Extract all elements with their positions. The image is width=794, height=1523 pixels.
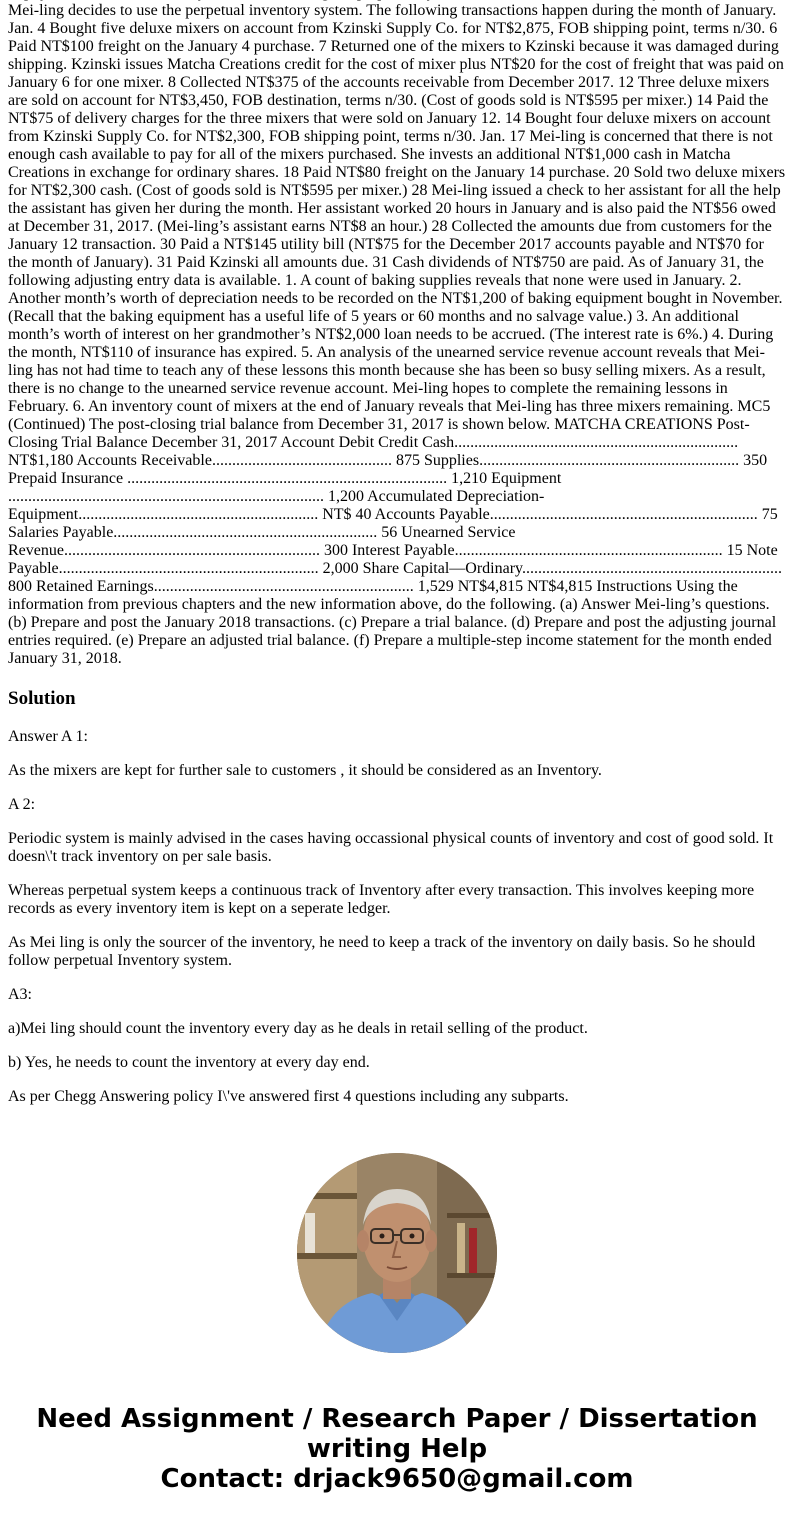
question-text: Mei-ling decides to use the perpetual inventory system. The following transactions happen during the month of January. Jan. 4 Bought five deluxe mixers on account from Kzinski Supply Co. for NT$2,875, FOB shipping point, terms n/30. 6 Paid NT$100 freight on the January 4 purchase. 7 Returned one of the mixers to Kzinski because it was damaged during shipping. Kzinski issues Matcha Creations credit for the cost of mixer plus NT$20 for the cost of freight that was paid on January 6 for one mixer. 8 Collected NT$375 of the accounts receivable from December 2017. 12 Three deluxe mixers are sold on account for NT$3,450, FOB destination, terms n/30. (Cost of goods sold is NT$595 per mixer.) 14 Paid the NT$75 of delivery charges for the three mixers that were sold on January 12. 14 Bought four deluxe mixers on account from Kzinski Supply Co. for NT$2,300, FOB shipping point, terms n/30. Jan. 17 Mei-ling is concerned that there is not enough cash available to pay for all of the mixers purchased. She invests an additional NT$1,000 cash in Matcha Creations in exchange for ordinary shares. 18 Paid NT$80 freight on the January 14 purchase. 20 Sold two deluxe mixers for NT$2,300 cash. (Cost of goods sold is NT$595 per mixer.) 28 Mei-ling issued a check to her assistant for all the help the assistant has given her during the month. Her assistant worked 20 hours in January and is also paid the NT$56 owed at December 31, 2017. (Mei-ling’s assistant earns NT$8 an hour.) 28 Collected the amounts due from customers for the January 12 transaction. 30 Paid a NT$145 utility bill (NT$75 for the December 2017 accounts payable and NT$70 for the month of January). 31 Paid Kzinski all amounts due. 31 Cash dividends of NT$750 are paid. As of January 31, the following adjusting entry data is available. 1. A count of baking supplies reveals that none were used in January. 2. Another month’s worth of depreciation needs to be recorded on the NT$1,200 of baking equipment bought in November. (Recall that the baking equipment has a useful life of 5 years or 60 months and no salvage value.) 3. An additional month’s worth of interest on her grandmother’s NT$2,000 loan needs to be accrued. (The interest rate is 6%.) 4. During the month, NT$110 of insurance has expired. 5. An analysis of the unearned service revenue account reveals that Mei-ling has not had time to teach any of these lessons this month because she has been so busy selling mixers. As a result, there is no change to the unearned service revenue account. Mei-ling hopes to complete the remaining lessons in February. 6. An inventory count of mixers at the end of January reveals that Mei-ling has three mixers remaining. MC5 (Continued) The post-closing trial balance from December 31, 2017 is shown below. MATCHA CREATIONS Post-Closing Trial Balance December 31, 2017 Account Debit Credit Cash....................................................................... NT$1,180 Accounts Receivable............................................. 875 Supplies................................................................. 350 Prepaid Insurance ................................................................................ 1,210 Equipment ............................................................................... 1,200 Accumulated Depreciation- Equipment............................................................ NT$ 40 Accounts Payable................................................................... 75 Salaries Payable.................................................................. 56 Unearned Service Revenue................................................................ 300 Interest Payable................................................................... 15 Note Payable................................................................. 2,000 Share Capital—Ordinary................................................................. 800 Retained Earnings................................................................. 1,529 NT$4,815 NT$4,815 Instructions Using the information from previous chapters and the new information above, do the following. (a) Answer Mei-ling’s questions. (b) Prepare and post the January 2018 transactions. (c) Prepare a trial balance. (d) Prepare and post the adjusting journal entries required. (e) Prepare an adjusted trial balance. (f) Prepare a multiple-step income statement for the month ended January 31, 2018. (8, 2, 786, 667)
contact-line-3: Contact: drjack9650@gmail.com (160, 1464, 634, 1494)
answer-a3-part-a: a)Mei ling should count the inventory every day as he deals in retail selling of the product. (8, 1020, 588, 1037)
answer-a2-perpetual: Whereas perpetual system keeps a continuous track of Inventory after every transaction. This involves keeping more records as every inventory item is kept on a seperate ledger. (8, 882, 755, 917)
content-page (8, 0, 786, 1122)
policy-note: As per Chegg Answering policy I\'ve answered first 4 questions including any subparts. (8, 1088, 569, 1105)
answer-a3-part-b: b) Yes, he needs to count the inventory at every day end. (8, 1054, 370, 1071)
contact-banner (0, 1404, 794, 1494)
contact-line-2: writing Help (306, 1434, 488, 1464)
contact-line-1: Need Assignment / Research Paper / Dissertation (36, 1404, 758, 1434)
answer-a2-conclusion: As Mei ling is only the sourcer of the inventory, he need to keep a track of the inventory on daily basis. So he should follow perpetual Inventory system. (8, 934, 756, 969)
avatar (297, 1153, 497, 1353)
avatar-portrait (297, 1153, 497, 1353)
answer-a2-label: A 2: (8, 796, 36, 813)
solution-heading: Solution (8, 688, 76, 709)
answer-a2-periodic: Periodic system is mainly advised in the cases having occassional physical counts of inventory and cost of good sold. It doesn\'t track inventory on per sale basis. (8, 830, 774, 865)
answer-a1-text: As the mixers are kept for further sale to customers , it should be considered as an Inventory. (8, 762, 602, 779)
answer-a3-label: A3: (8, 986, 32, 1003)
answer-a1-label: Answer A 1: (8, 728, 88, 745)
